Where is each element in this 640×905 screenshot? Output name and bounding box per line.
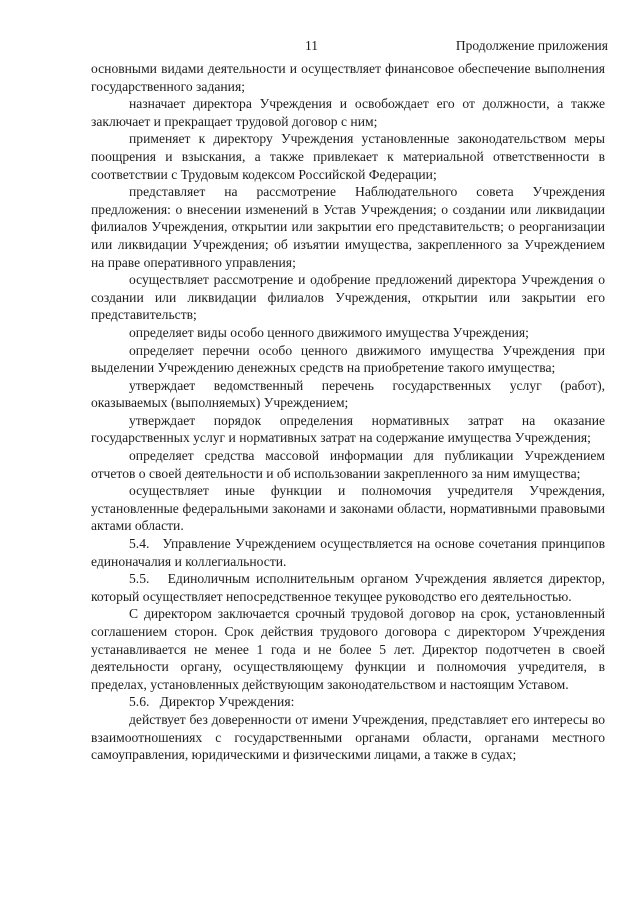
paragraph: применяет к директору Учреждения установленные законодательством меры поощрения и взыскания, а также привлекает к материальной ответственности в соответствии с Трудовым кодексом Российской Федерации; xyxy=(91,131,605,182)
numbered-clause: 5.4. Управление Учреждением осуществляется на основе сочетания принципов единоначалия и коллегиальности. xyxy=(91,536,605,569)
paragraph: утверждает порядок определения нормативных затрат на оказание государственных услуг и нормативных затрат на содержание имущества Учреждения; xyxy=(91,412,605,446)
paragraph: представляет на рассмотрение Наблюдательного совета Учреждения предложения: о внесении изменений в Устав Учреждения; о создании или ликвидации филиалов Учреждения, открытии или закрытии его представительств; о реорганизации или ликвидации Учреждения; об изъятии имущества, закрепленного за Учреждением на праве оперативного управления; xyxy=(91,184,605,270)
page-header xyxy=(0,38,640,58)
running-title: Продолжение приложения xyxy=(455,38,608,53)
body-text xyxy=(91,60,605,764)
paragraph: определяет средства массовой информации для публикации Учреждением отчетов о своей деятельности и об использовании закрепленного за ним имущества; xyxy=(91,448,605,481)
paragraph: определяет перечни особо ценного движимого имущества Учреждения при выделении Учреждению денежных средств на приобретение такого имущества; xyxy=(91,342,605,376)
paragraph: утверждает ведомственный перечень государственных услуг (работ), оказываемых (выполняемых) Учреждением; xyxy=(91,377,605,411)
numbered-clause: 5.6. Директор Учреждения: xyxy=(129,694,295,710)
page-number: 11 xyxy=(305,38,318,53)
paragraph: основными видами деятельности и осуществляет финансовое обеспечение выполнения государственного задания; xyxy=(91,61,605,94)
paragraph: действует без доверенности от имени Учреждения, представляет его интересы во взаимоотношениях с государственными органами области, органами местного самоуправления, юридическими и физическими лицами, а также в судах; xyxy=(91,711,605,763)
paragraph: С директором заключается срочный трудовой договор на срок, установленный соглашением сторон. Срок действия трудового договора с директором Учреждения устанавливается не менее 1 года и не более 5 лет. Директор подотчетен в своей деятельности органу, осуществляющему функции и полномочия учредителя, в пределах, установленных действующим законодательством и настоящим Уставом. xyxy=(91,606,605,692)
paragraph: определяет виды особо ценного движимого имущества Учреждения; xyxy=(129,324,529,340)
paragraph: осуществляет иные функции и полномочия учредителя Учреждения, установленные федеральными законами и законами области, нормативными правовыми актами области. xyxy=(91,483,605,534)
paragraph: осуществляет рассмотрение и одобрение предложений директора Учреждения о создании или ликвидации филиалов Учреждения, открытии или закрытии его представительств; xyxy=(91,272,605,323)
numbered-clause: 5.5. Единоличным исполнительным органом Учреждения является директор, который осуществляет непосредственное текущее руководство его деятельностью. xyxy=(91,571,605,604)
paragraph: назначает директора Учреждения и освобождает его от должности, а также заключает и прекращает трудовой договор с ним; xyxy=(91,96,605,129)
